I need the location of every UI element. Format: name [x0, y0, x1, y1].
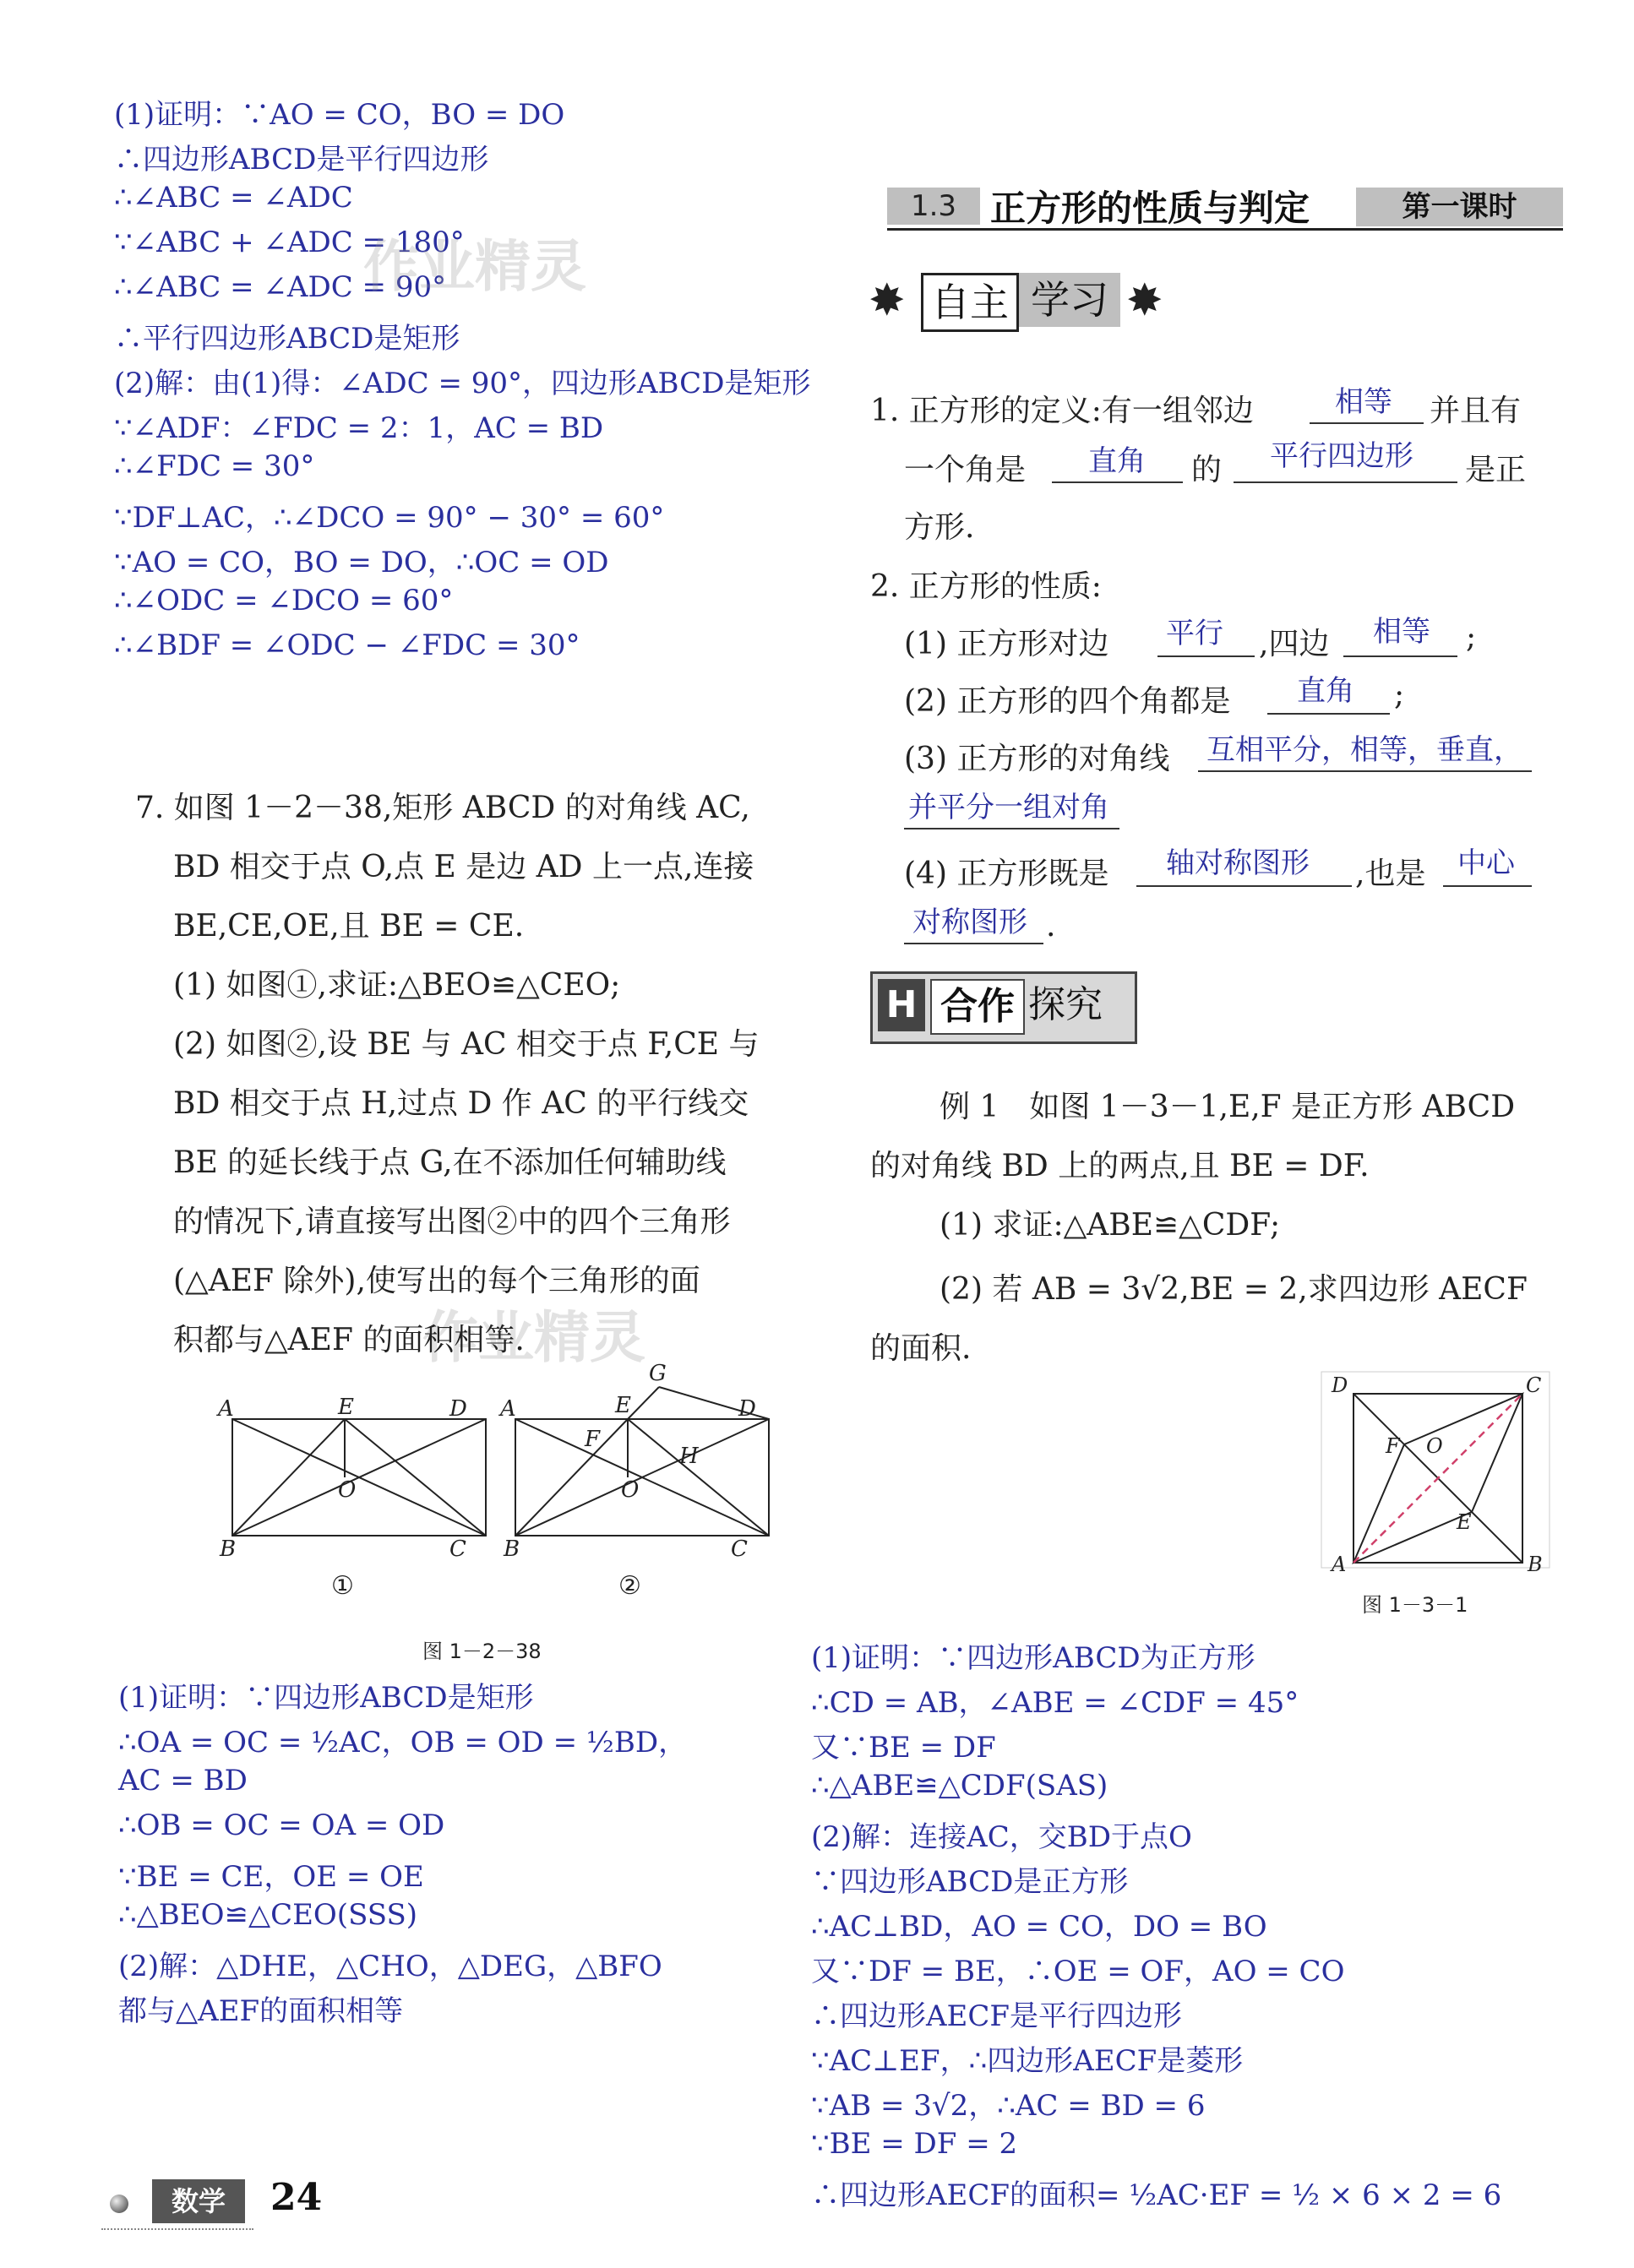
- answer-blank: [1343, 655, 1457, 657]
- figure-label-1: ①: [331, 1571, 354, 1601]
- answer-line: ∵BE = DF = 2: [811, 2127, 1018, 2161]
- svg-text:A: A: [500, 1396, 516, 1422]
- answer-line: 又∵DF = BE，∴OE = OF，AO = CO: [811, 1955, 1345, 1988]
- q1-text: 的: [1191, 453, 1223, 487]
- svg-text:C: C: [449, 1536, 466, 1562]
- answer-handwritten: 互相平分，相等，垂直，: [1206, 733, 1522, 767]
- q2-text: ;: [1394, 677, 1405, 712]
- xuexi-label: 学习: [1019, 273, 1120, 327]
- svg-text:E: E: [338, 1395, 354, 1420]
- figure-label-2: ②: [618, 1571, 641, 1601]
- answer-blank: [904, 828, 1119, 829]
- section-title: 正方形的性质与判定: [990, 188, 1310, 229]
- q2-text: ,也是: [1355, 857, 1426, 891]
- svg-text:D: D: [449, 1396, 467, 1422]
- answer-handwritten: 平行四边形: [1270, 439, 1413, 473]
- answer-line: ∴∠ODC = ∠DCO = 60°: [114, 584, 454, 617]
- answer-line: (1)证明：∵四边形ABCD为正方形: [811, 1641, 1255, 1675]
- section-number: 1.3: [887, 188, 980, 225]
- answer-handwritten: 平行: [1166, 617, 1223, 650]
- problem-line: 积都与△AEF 的面积相等.: [173, 1323, 525, 1357]
- svg-text:O: O: [621, 1477, 640, 1503]
- star-icon: ✸: [1126, 275, 1163, 326]
- answer-blank: [1443, 885, 1532, 887]
- answer-line: ∵AC⊥EF，∴四边形AECF是菱形: [811, 2044, 1244, 2078]
- q1-text: 是正: [1465, 453, 1527, 487]
- problem-line: BD 相交于点 H,过点 D 作 AC 的平行线交: [173, 1086, 749, 1121]
- answer-line: ∴∠FDC = 30°: [114, 449, 315, 483]
- answer-handwritten: 中心: [1457, 846, 1515, 880]
- answer-line: ∴四边形AECF的面积= ½AC·EF = ½ × 6 × 2 = 6: [811, 2178, 1502, 2212]
- watermark: 作业精灵: [363, 234, 586, 299]
- svg-text:B: B: [1528, 1553, 1543, 1571]
- q1-text: 并且有: [1430, 394, 1522, 428]
- answer-line: ∴OA = OC = ½AC，OB = OD = ½BD，: [118, 1726, 688, 1759]
- answer-handwritten: 直角: [1088, 444, 1146, 478]
- example-line: 的对角线 BD 上的两点,且 BE = DF.: [870, 1149, 1370, 1183]
- tanjiu-label: 探究: [1028, 983, 1103, 1026]
- answer-handwritten: 并平分一组对角: [908, 791, 1109, 824]
- figure-caption: 图 1－3－1: [1362, 1593, 1468, 1617]
- q2-text: (1) 正方形对边: [904, 627, 1109, 661]
- answer-line: ∴平行四边形ABCD是矩形: [114, 322, 460, 356]
- svg-text:A: A: [1332, 1553, 1347, 1571]
- star-icon: ✸: [869, 275, 906, 326]
- problem-line: BE 的延长线于点 G,在不添加任何辅助线: [173, 1145, 727, 1180]
- q2-text: (4) 正方形既是: [904, 857, 1109, 891]
- answer-line: ∴CD = AB，∠ABE = ∠CDF = 45°: [811, 1686, 1299, 1720]
- problem-line: (2) 如图②,设 BE 与 AC 相交于点 F,CE 与: [173, 1027, 760, 1062]
- q2-text: .: [1046, 909, 1056, 944]
- h-icon: H: [878, 979, 925, 1031]
- answer-line: ∴四边形ABCD是平行四边形: [114, 143, 489, 177]
- q2-text: (2) 正方形的四个角都是: [904, 684, 1231, 719]
- svg-text:D: D: [738, 1396, 756, 1422]
- hezuo-heading: [870, 971, 1137, 1044]
- figure-1-2-38: [203, 1352, 794, 1639]
- problem-line: BE,CE,OE,且 BE = CE.: [173, 909, 525, 944]
- svg-text:B: B: [504, 1536, 520, 1562]
- q2-text: (3) 正方形的对角线: [904, 742, 1170, 776]
- answer-line: 又∵BE = DF: [811, 1731, 996, 1765]
- bullet-icon: [110, 2195, 128, 2213]
- svg-text:C: C: [731, 1536, 748, 1562]
- figure-caption: 图 1－2－38: [422, 1640, 542, 1663]
- example-line: (2) 若 AB = 3√2,BE = 2,求四边形 AECF: [940, 1272, 1528, 1307]
- problem-line: (△AEF 除外),使写出的每个三角形的面: [173, 1264, 700, 1298]
- lesson-badge: 第一课时: [1356, 188, 1563, 226]
- figure-1-3-1: [1318, 1368, 1555, 1571]
- footer-line: [101, 2228, 253, 2230]
- answer-line: ∴AC⊥BD，AO = CO，DO = BO: [811, 1910, 1267, 1944]
- q1-text: 方形.: [904, 510, 975, 545]
- answer-line: ∴△ABE≌△CDF(SAS): [811, 1769, 1108, 1803]
- answer-blank: [1234, 481, 1457, 483]
- answer-blank: [904, 943, 1043, 944]
- footer: [101, 2171, 321, 2230]
- svg-text:G: G: [649, 1361, 667, 1386]
- svg-text:D: D: [1332, 1373, 1348, 1397]
- zizhu-heading: [869, 269, 1173, 336]
- q2-text: ,四边: [1259, 627, 1330, 661]
- q1-text: 1. 正方形的定义:有一组邻边: [870, 394, 1254, 428]
- answer-line: ∵DF⊥AC，∴∠DCO = 90° − 30° = 60°: [114, 501, 665, 535]
- svg-text:B: B: [220, 1536, 237, 1562]
- answer-line: ∵AO = CO，BO = DO，∴OC = OD: [114, 546, 609, 579]
- answer-line: ∵四边形ABCD是正方形: [811, 1865, 1129, 1899]
- answer-line: ∴OB = OC = OA = OD: [118, 1808, 445, 1842]
- answer-line: ∴△BEO≌△CEO(SSS): [118, 1898, 418, 1932]
- example-line: 例 1 如图 1－3－1,E,F 是正方形 ABCD: [940, 1090, 1516, 1124]
- answer-line: ∵AB = 3√2，∴AC = BD = 6: [811, 2089, 1206, 2123]
- answer-handwritten: 轴对称图形: [1166, 846, 1310, 880]
- answer-line: (1)证明：∵四边形ABCD是矩形: [118, 1681, 534, 1715]
- answer-line: ∵∠ADF：∠FDC = 2：1，AC = BD: [114, 411, 604, 445]
- answer-handwritten: 相等: [1335, 385, 1392, 419]
- answer-line: ∴∠ABC = ∠ADC: [114, 181, 353, 215]
- svg-text:E: E: [1457, 1510, 1472, 1534]
- answer-blank: [1310, 422, 1424, 424]
- watermark: 作业精灵: [422, 1305, 645, 1370]
- answer-line: ∴四边形AECF是平行四边形: [811, 1999, 1182, 2033]
- header-underline: [887, 228, 1563, 231]
- zizhu-label: 自主: [921, 273, 1019, 332]
- answer-blank: [1157, 655, 1255, 657]
- problem-line: (1) 如图①,求证:△BEO≌△CEO;: [173, 968, 621, 1003]
- answer-blank: [1198, 770, 1532, 772]
- example-line: 的面积.: [870, 1331, 972, 1366]
- answer-line: ∴∠ABC = ∠ADC = 90°: [114, 270, 447, 304]
- example-line: (1) 求证:△ABE≌△CDF;: [940, 1208, 1281, 1243]
- problem-line: BD 相交于点 O,点 E 是边 AD 上一点,连接: [173, 850, 754, 884]
- answer-line: (1)证明：∵AO = CO，BO = DO: [114, 98, 565, 132]
- answer-line: (2)解：由(1)得：∠ADC = 90°，四边形ABCD是矩形: [114, 367, 811, 400]
- q2-text: 2. 正方形的性质:: [870, 569, 1102, 604]
- answer-handwritten: 相等: [1373, 615, 1430, 649]
- answer-line: ∴∠BDF = ∠ODC − ∠FDC = 30°: [114, 628, 580, 662]
- answer-line: (2)解：△DHE，△CHO，△DEG，△BFO: [118, 1950, 662, 1983]
- svg-text:A: A: [218, 1396, 234, 1422]
- hezuo-label: 合作: [930, 979, 1025, 1035]
- answer-blank: [1267, 713, 1390, 715]
- problem-line: 的情况下,请直接写出图②中的四个三角形: [173, 1205, 731, 1239]
- svg-text:C: C: [1526, 1373, 1542, 1397]
- q1-text: 一个角是: [904, 453, 1027, 487]
- answer-handwritten: 对称图形: [912, 906, 1027, 939]
- answer-line: (2)解：连接AC，交BD于点O: [811, 1820, 1192, 1854]
- svg-text:H: H: [679, 1444, 699, 1469]
- svg-text:O: O: [1426, 1434, 1443, 1458]
- answer-handwritten: 直角: [1297, 674, 1354, 708]
- answer-blank: [1136, 885, 1352, 887]
- svg-text:F: F: [1386, 1434, 1400, 1458]
- answer-line: ∵∠ABC + ∠ADC = 180°: [114, 226, 465, 259]
- answer-blank: [1052, 481, 1183, 483]
- answer-line: 都与△AEF的面积相等: [118, 1994, 404, 2028]
- answer-line: AC = BD: [118, 1764, 248, 1798]
- page-number: 24: [270, 2176, 323, 2219]
- svg-text:F: F: [585, 1427, 601, 1452]
- subject-badge: 数学: [152, 2179, 245, 2223]
- section-header: [887, 179, 1521, 231]
- svg-text:O: O: [338, 1477, 357, 1503]
- problem-line: 7. 如图 1－2－38,矩形 ABCD 的对角线 AC,: [135, 791, 750, 825]
- q2-text: ;: [1466, 620, 1477, 655]
- svg-text:E: E: [615, 1393, 631, 1418]
- answer-line: ∵BE = CE，OE = OE: [118, 1860, 424, 1894]
